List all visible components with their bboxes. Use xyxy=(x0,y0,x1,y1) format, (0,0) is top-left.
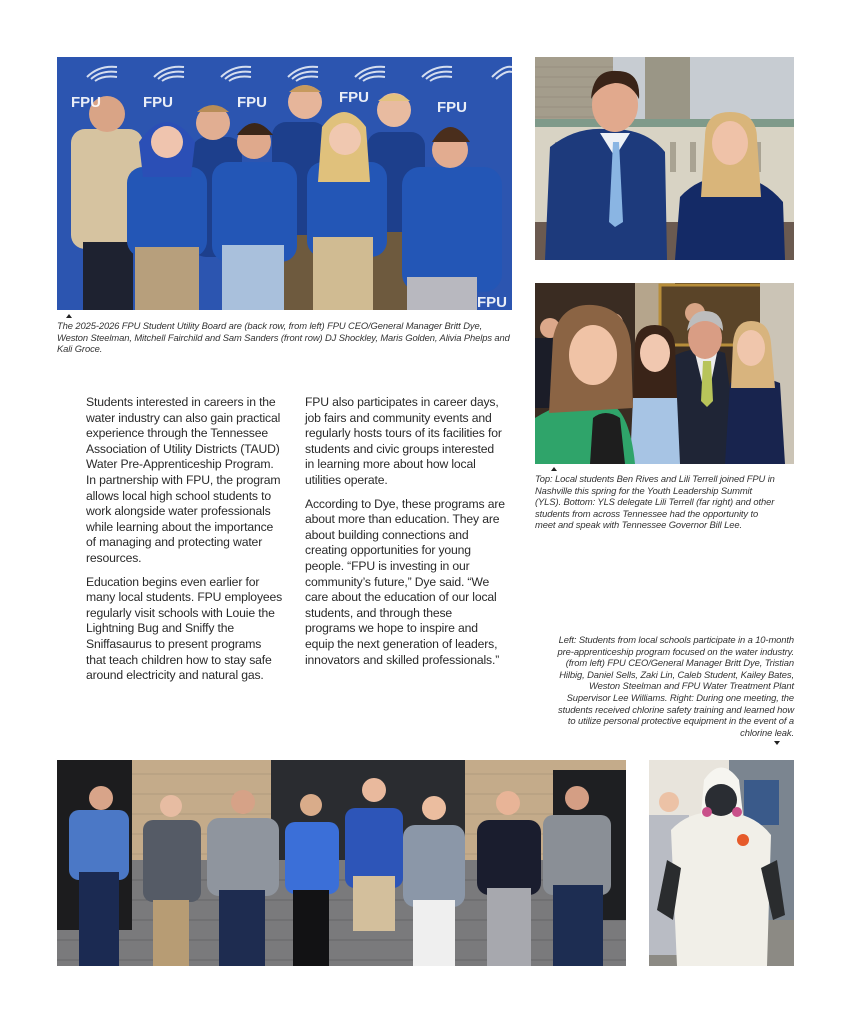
apprentice-caption-text: Left: Students from local schools participate in a 10-month pre-apprenticeship program focused on the water industry. (from left) FPU CEO/General Manager Britt Dye, Tristian Hilbig, Daniel Sells, Zaki Lin, Caleb Student, Kailey Bates, Weston Steelman and FPU Water Treatment Plant Supervisor Lee Williams. Right: During one meeting, the students received chlorine safety training and learned how to utilize personal protective equipment in the event of a chlorine leak. xyxy=(557,634,794,738)
backdrop-logo-text: FPU xyxy=(71,94,101,111)
board-caption xyxy=(57,314,515,355)
chlorine-safety-photo-illustration xyxy=(649,760,794,966)
governor-photo xyxy=(535,283,794,464)
article-paragraph: FPU also participates in career days, job fairs and community events and regularly hosts tours of its facilities for students and civic groups interested in learning more about how local utilities operate. xyxy=(305,395,502,487)
yls-caption xyxy=(535,467,775,531)
backdrop-logo-text: FPU xyxy=(437,99,467,116)
apprentice-caption xyxy=(553,634,794,745)
article-paragraph: Students interested in careers in the water industry can also gain practical experience through the Tennessee Association of Utility Districts (TAUD) Water Pre-Apprenticeship Program. In partnership with FPU, the program allows local high school students to work alongside water professionals while learning about the importance of managing and protecting water resources. xyxy=(86,395,281,565)
article-column-2 xyxy=(305,395,505,676)
backdrop-logo-text: FPU xyxy=(477,294,507,310)
backdrop-logo-text: FPU xyxy=(339,89,369,106)
yls-caption-text: Top: Local students Ben Rives and Lili Terrell joined FPU in Nashville this spring for the Youth Leadership Summit (YLS). Bottom: YLS delegate Lili Terrell (far right) and other students from across Tennessee had the opportunity to meet and speak with Tennessee Governor Bill Lee. xyxy=(535,473,775,531)
backdrop-logo-text: FPU xyxy=(237,94,267,111)
board-photo xyxy=(57,57,512,310)
article-column-1 xyxy=(86,395,284,692)
article-paragraph: According to Dye, these programs are about more than education. They are about building connections and creating opportunities for young people. “FPU is investing in our community’s future,” Dye said. “We care about the education of our local students, and through these programs we hope to inspire and equip the next generation of leaders, innovators and skilled professionals.” xyxy=(305,496,505,667)
backdrop-logo-text: FPU xyxy=(143,94,173,111)
board-caption-text: The 2025-2026 FPU Student Utility Board are (back row, from left) FPU CEO/General Manager Britt Dye, Weston Steelman, Mitchell Fairchild and Sam Sanders (front row) DJ Shockley, Maris Golden, Alivia Phelps and Kali Groce. xyxy=(57,320,510,355)
apprentices-photo xyxy=(57,760,626,966)
board-photo-illustration xyxy=(57,57,512,310)
yls-pair-photo xyxy=(535,57,794,260)
caption-pointer-up-icon xyxy=(66,314,72,318)
yls-pair-photo-illustration xyxy=(535,57,794,260)
caption-pointer-down-icon xyxy=(774,741,780,745)
apprentices-photo-illustration xyxy=(57,760,626,966)
article-paragraph: Education begins even earlier for many local students. FPU employees regularly visit schools with Louie the Lightning Bug and Sniffy the Sniffasaurus to present programs that teach children how to stay safe around electricity and natural gas. xyxy=(86,574,283,683)
chlorine-safety-photo xyxy=(649,760,794,966)
caption-pointer-up-icon xyxy=(551,467,557,471)
governor-photo-illustration xyxy=(535,283,794,464)
